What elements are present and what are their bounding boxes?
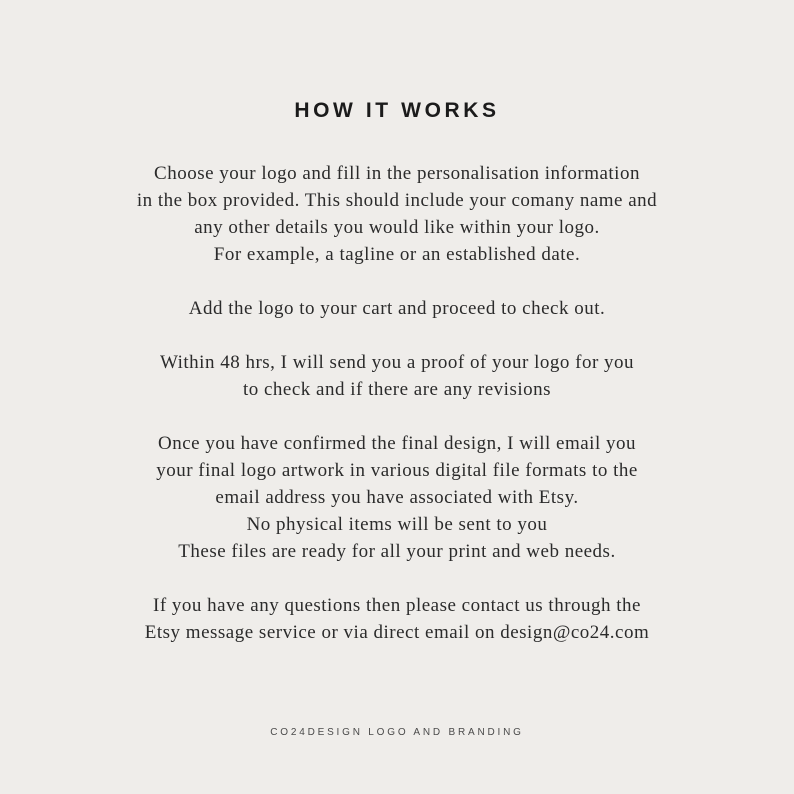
instructions-body: [40, 160, 754, 646]
paragraph-add-to-cart: [40, 295, 754, 322]
text-line: email address you have associated with Etsy.: [215, 487, 579, 508]
text-line: These files are ready for all your print and web needs.: [178, 541, 616, 562]
paragraph-contact: [40, 592, 754, 646]
page-title: HOW IT WORKS: [294, 99, 500, 122]
text-line: For example, a tagline or an established date.: [213, 244, 581, 265]
paragraph-final-delivery: [40, 430, 754, 565]
text-line: Choose your logo and fill in the personalisation information: [154, 163, 640, 184]
text-line: If you have any questions then please contact us through the: [153, 595, 641, 616]
text-line: Within 48 hrs, I will send you a proof of your logo for you: [159, 352, 635, 373]
paragraph-choose-logo: [40, 160, 754, 268]
text-line: Once you have confirmed the final design, I will email you: [157, 433, 636, 454]
paragraph-proof: [40, 349, 754, 403]
text-line: any other details you would like within your logo.: [194, 217, 600, 238]
text-line: Etsy message service or via direct email on design@co24.com: [144, 622, 650, 643]
text-line: to check and if there are any revisions: [242, 379, 552, 400]
brand-footer: CO24DESIGN LOGO AND BRANDING: [270, 727, 524, 738]
text-line: your final logo artwork in various digital file formats to the: [156, 460, 638, 481]
text-line: in the box provided. This should include your comany name and: [136, 190, 658, 211]
text-line: Add the logo to your cart and proceed to check out.: [188, 298, 606, 319]
text-line: No physical items will be sent to you: [246, 514, 548, 535]
